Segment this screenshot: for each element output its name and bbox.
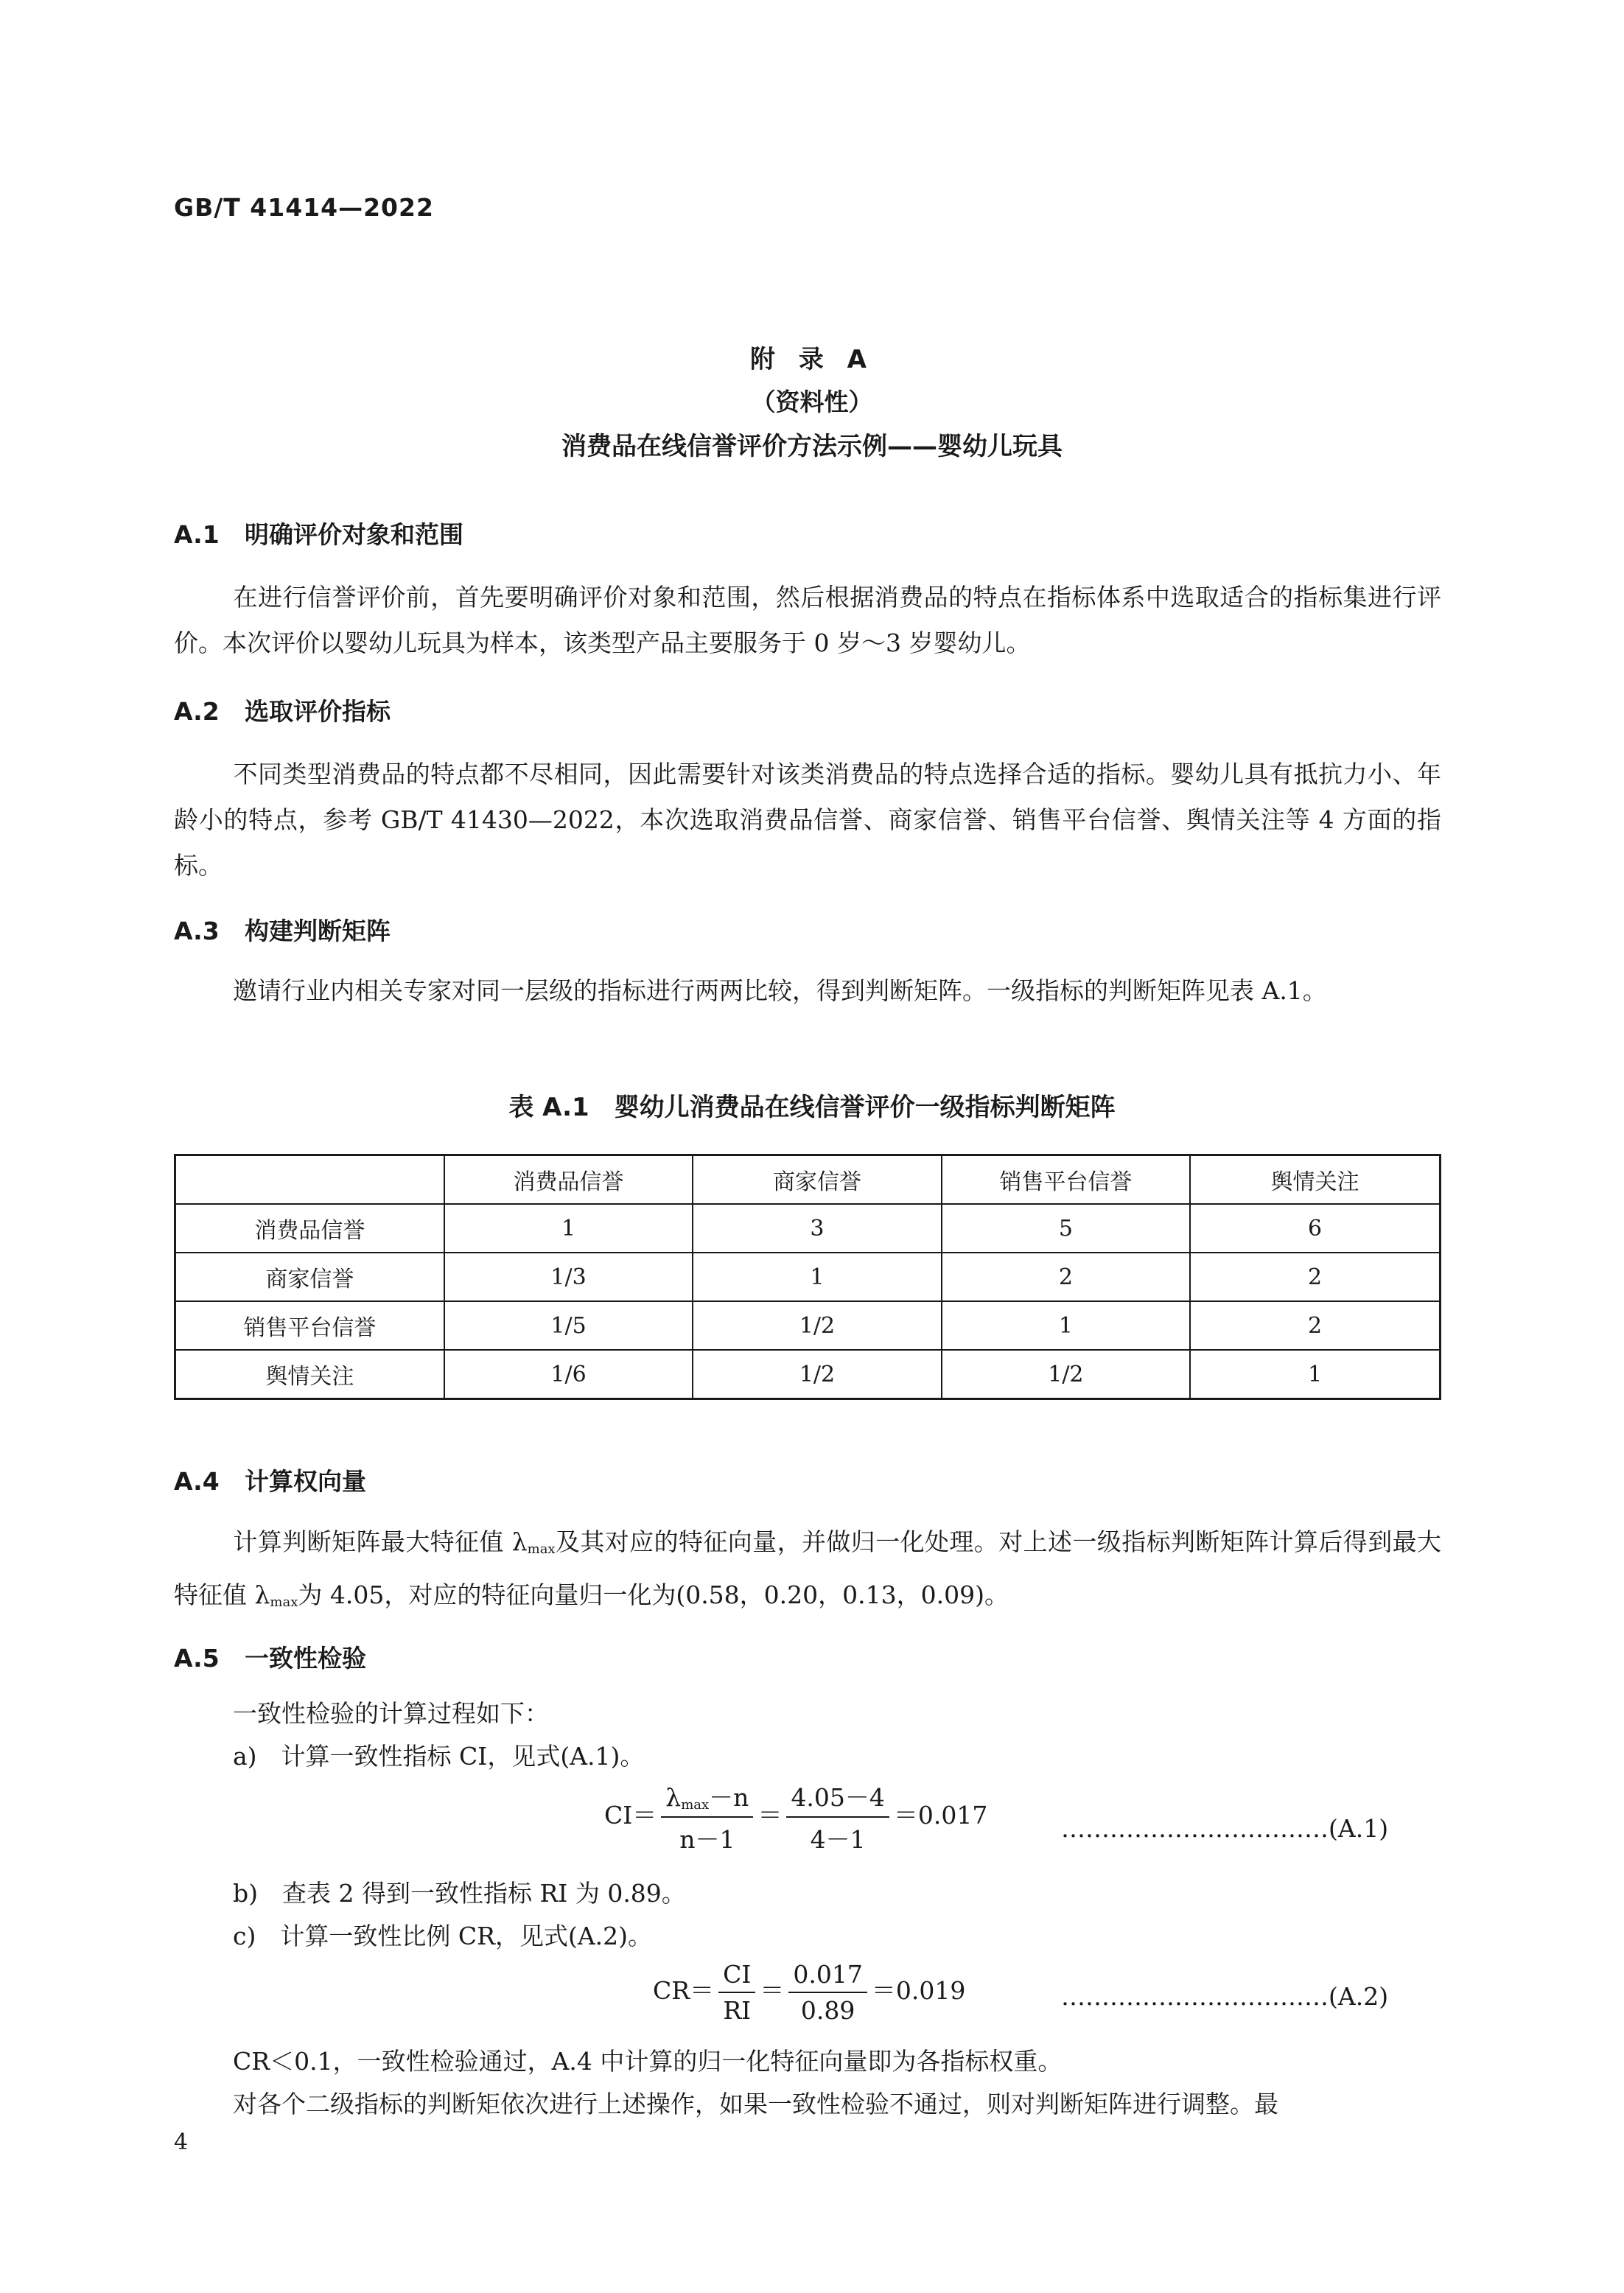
- section-a1-paragraph: 在进行信誉评价前，首先要明确评价对象和范围，然后根据消费品的特点在指标体系中选取适合的指标集进行评价。本次评价以婴幼儿玩具为样本，该类型产品主要服务于 0 岁～3 岁婴幼儿。: [174, 583, 1441, 657]
- section-title: 计算权向量: [245, 1467, 366, 1496]
- table-cell: 1: [444, 1204, 693, 1253]
- table-cell: 1: [1190, 1350, 1440, 1399]
- table-row: [175, 1204, 1441, 1253]
- standard-number: GB/T 41414—2022: [174, 193, 434, 222]
- table-cell: 1/2: [693, 1301, 941, 1350]
- table-row: [175, 1253, 1441, 1301]
- table-row-label: 商家信誉: [175, 1253, 444, 1301]
- formula-a1-number: ……………………………(A.1): [1061, 1814, 1389, 1843]
- section-title: 明确评价对象和范围: [245, 520, 463, 549]
- table-row-label: 销售平台信誉: [175, 1301, 444, 1350]
- section-a3-paragraph: 邀请行业内相关专家对同一层级的指标进行两两比较，得到判断矩阵。一级指标的判断矩阵见表 A.1。: [233, 976, 1327, 1005]
- section-a3-heading: [174, 912, 391, 947]
- section-title: 选取评价指标: [245, 697, 391, 726]
- table-row-label: 消费品信誉: [175, 1204, 444, 1253]
- section-number: A.2: [174, 697, 220, 726]
- a5-intro: 一致性检验的计算过程如下：: [233, 1699, 549, 1728]
- table-row: [175, 1350, 1441, 1399]
- formula-a2-number: ……………………………(A.2): [1061, 1982, 1389, 2011]
- table-cell: 1/2: [693, 1350, 941, 1399]
- table-cell: 2: [1190, 1253, 1440, 1301]
- judgment-matrix-table: [174, 1154, 1441, 1400]
- table-header-cell: 消费品信誉: [444, 1155, 693, 1205]
- section-title: 一致性检验: [245, 1644, 366, 1673]
- table-cell: 1: [693, 1253, 941, 1301]
- section-number: A.3: [174, 917, 220, 945]
- a5-step-b: b) 查表 2 得到一致性指标 RI 为 0.89。: [233, 1879, 686, 1908]
- section-a2-paragraph: 不同类型消费品的特点都不尽相同，因此需要针对该类消费品的特点选择合适的指标。婴幼儿具有抵抗力小、年龄小的特点，参考 GB/T 41430—2022，本次选取消费品信誉、商家信誉、销售平台信誉、舆情关注等 4 方面的指标。: [174, 760, 1441, 880]
- formula-a1: CI＝ $\frac{\lambda_{max}-n}{n-1}$ ＝ $\frac{4.05-4}{4-1}$ ＝0.017: [604, 1779, 987, 1855]
- table-header-row: [175, 1155, 1441, 1205]
- table-cell: 2: [1190, 1301, 1440, 1350]
- section-number: A.1: [174, 520, 220, 549]
- a5-conclusion: CR＜0.1，一致性检验通过，A.4 中计算的归一化特征向量即为各指标权重。: [233, 2047, 1063, 2076]
- appendix-label: 附 录 A: [750, 345, 874, 374]
- table-header-cell: 舆情关注: [1190, 1155, 1440, 1205]
- section-a4-heading: [174, 1463, 366, 1497]
- section-a2-heading: [174, 693, 391, 727]
- section-a5-heading: [174, 1639, 366, 1674]
- table-caption: 表 A.1 婴幼儿消费品在线信誉评价一级指标判断矩阵: [508, 1093, 1116, 1122]
- table-header-cell: 商家信誉: [693, 1155, 941, 1205]
- page-number: 4: [174, 2129, 189, 2155]
- section-a1-heading: [174, 516, 463, 550]
- a5-continuation: 对各个二级指标的判断矩依次进行上述操作，如果一致性检验不通过，则对判断矩阵进行调整。最: [233, 2090, 1278, 2118]
- table-header-cell: [175, 1155, 444, 1205]
- section-a4-paragraph: 计算判断矩阵最大特征值 $\lambda_{max}$及其对应的特征向量，并做归一化处理。对上述一级指标判断矩阵计算后得到最大特征值 $\lambda_{max}$为 4.05，对应的特征向量归一化为(0.58，0.20，0.13，0.09)。: [174, 1527, 1442, 1610]
- section-title: 构建判断矩阵: [245, 917, 391, 945]
- table-cell: 2: [942, 1253, 1190, 1301]
- table-cell: 1: [942, 1301, 1190, 1350]
- table-cell: 3: [693, 1204, 941, 1253]
- table-cell: 1/6: [444, 1350, 693, 1399]
- section-number: A.4: [174, 1467, 220, 1496]
- a5-step-c: c) 计算一致性比例 CR，见式(A.2)。: [233, 1922, 653, 1950]
- table-header-cell: 销售平台信誉: [942, 1155, 1190, 1205]
- table-cell: 1/3: [444, 1253, 693, 1301]
- appendix-nature: （资料性）: [751, 388, 873, 416]
- table-cell: 6: [1190, 1204, 1440, 1253]
- table-row-label: 舆情关注: [175, 1350, 444, 1399]
- table-row: [175, 1301, 1441, 1350]
- appendix-title: 消费品在线信誉评价方法示例——婴幼儿玩具: [561, 432, 1063, 461]
- table-cell: 5: [942, 1204, 1190, 1253]
- table-cell: 1/2: [942, 1350, 1190, 1399]
- section-number: A.5: [174, 1644, 220, 1673]
- a5-step-a: a) 计算一致性指标 CI，见式(A.1)。: [233, 1742, 645, 1771]
- table-cell: 1/5: [444, 1301, 693, 1350]
- formula-a2: CR＝ $\frac{CI}{RI}$ ＝ $\frac{0.017}{0.89}$ ＝0.019: [653, 1960, 966, 2025]
